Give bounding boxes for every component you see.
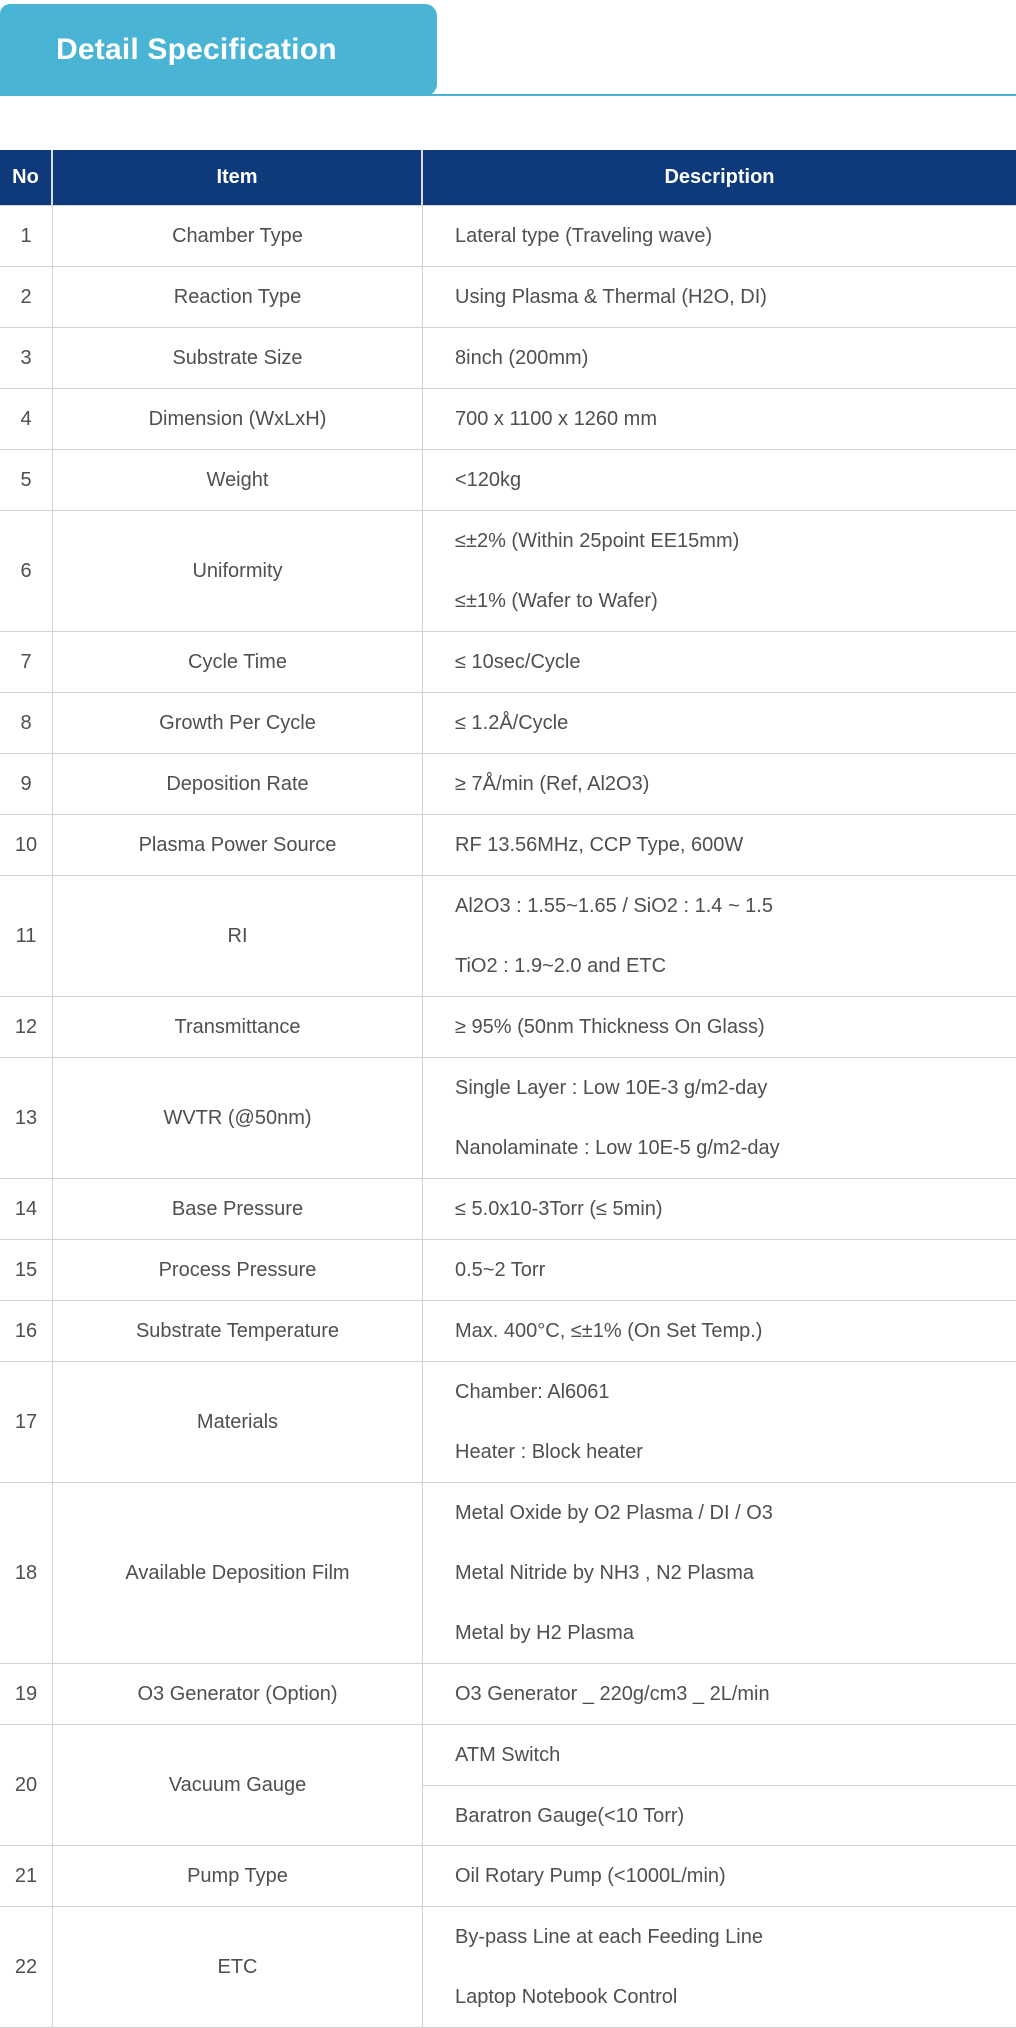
table-row [0,1058,1016,1179]
desc-cell [423,450,1016,510]
desc-line: ≤ 5.0x10-3Torr (≤ 5min) [455,1198,663,1220]
desc-line: Metal by H2 Plasma [455,1622,634,1644]
item-cell: Substrate Temperature [53,1301,423,1361]
spec-table [0,150,1016,2028]
desc-line: O3 Generator _ 220g/cm3 _ 2L/min [455,1683,770,1705]
no-cell: 19 [0,1664,53,1724]
desc-line: Baratron Gauge(<10 Torr) [423,1785,1016,1845]
item-cell: Vacuum Gauge [53,1725,423,1845]
desc-cell [423,876,1016,996]
desc-cell [423,1362,1016,1482]
desc-line: TiO2 : 1.9~2.0 and ETC [455,955,667,977]
item-cell: Substrate Size [53,328,423,388]
no-cell: 11 [0,876,53,996]
no-cell: 9 [0,754,53,814]
header-description: Description [664,166,775,188]
desc-line: 0.5~2 Torr [455,1259,546,1281]
table-header [0,150,1016,205]
desc-cell [423,1907,1016,2027]
desc-cell [423,754,1016,814]
desc-line: 8inch (200mm) [455,347,589,369]
no-cell: 17 [0,1362,53,1482]
desc-line: Metal Nitride by NH3 , N2 Plasma [455,1562,754,1584]
desc-line: Single Layer : Low 10E-3 g/m2-day [455,1077,768,1099]
desc-line: ≥ 7Å/min (Ref, Al2O3) [455,773,650,795]
desc-line: ≤ 10sec/Cycle [455,651,581,673]
item-cell: WVTR (@50nm) [53,1058,423,1178]
desc-cell [423,1725,1016,1845]
desc-line: 700 x 1100 x 1260 mm [455,408,657,430]
no-cell: 4 [0,389,53,449]
no-cell: 21 [0,1846,53,1906]
section-underline [0,94,1016,96]
header-no: No [0,150,53,205]
item-cell: Base Pressure [53,1179,423,1239]
desc-cell [423,693,1016,753]
desc-cell [423,1301,1016,1361]
item-cell: Transmittance [53,997,423,1057]
item-cell: Growth Per Cycle [53,693,423,753]
desc-line: Al2O3 : 1.55~1.65 / SiO2 : 1.4 ~ 1.5 [455,895,773,917]
table-row [0,1301,1016,1362]
table-row [0,997,1016,1058]
section-header [0,0,1016,97]
desc-line: Max. 400°C, ≤±1% (On Set Temp.) [455,1320,763,1342]
table-row [0,328,1016,389]
desc-cell [423,511,1016,631]
desc-cell [423,997,1016,1057]
item-cell: Pump Type [53,1846,423,1906]
desc-line: ATM Switch [455,1744,561,1766]
desc-cell [423,1846,1016,1906]
item-cell: Materials [53,1362,423,1482]
item-cell: Chamber Type [53,206,423,266]
desc-line: Metal Oxide by O2 Plasma / DI / O3 [455,1502,773,1524]
item-cell: RI [53,876,423,996]
no-cell: 16 [0,1301,53,1361]
desc-cell [423,206,1016,266]
no-cell: 15 [0,1240,53,1300]
no-cell: 1 [0,206,53,266]
table-row [0,1362,1016,1483]
desc-cell [423,1179,1016,1239]
table-row [0,1179,1016,1240]
no-cell: 8 [0,693,53,753]
desc-cell [423,389,1016,449]
no-cell: 14 [0,1179,53,1239]
desc-line: Lateral type (Traveling wave) [455,225,713,247]
no-cell: 22 [0,1907,53,2027]
desc-line: ≤±2% (Within 25point EE15mm) [455,530,740,552]
desc-cell [423,267,1016,327]
desc-cell [423,1483,1016,1663]
no-cell: 6 [0,511,53,631]
desc-line: By-pass Line at each Feeding Line [455,1926,763,1948]
desc-line: RF 13.56MHz, CCP Type, 600W [455,834,744,856]
desc-line: ≥ 95% (50nm Thickness On Glass) [455,1016,765,1038]
desc-cell [423,815,1016,875]
item-cell: Uniformity [53,511,423,631]
desc-line: ≤±1% (Wafer to Wafer) [455,590,658,612]
desc-cell [423,328,1016,388]
header-item: Item [53,150,423,205]
table-row [0,1240,1016,1301]
no-cell: 18 [0,1483,53,1663]
item-cell: Plasma Power Source [53,815,423,875]
table-row [0,1846,1016,1907]
desc-cell [423,1664,1016,1724]
no-cell: 3 [0,328,53,388]
desc-line: Using Plasma & Thermal (H2O, DI) [455,286,767,308]
item-cell: Cycle Time [53,632,423,692]
section-title: Detail Specification [56,33,337,66]
desc-line: Chamber: Al6061 [455,1381,610,1403]
item-cell: O3 Generator (Option) [53,1664,423,1724]
item-cell: Available Deposition Film [53,1483,423,1663]
table-row [0,876,1016,997]
table-row [0,754,1016,815]
table-row [0,267,1016,328]
item-cell: ETC [53,1907,423,2027]
no-cell: 7 [0,632,53,692]
table-row [0,206,1016,267]
table-row [0,815,1016,876]
table-body [0,205,1016,2028]
no-cell: 20 [0,1725,53,1845]
table-row [0,693,1016,754]
no-cell: 13 [0,1058,53,1178]
desc-cell [423,1240,1016,1300]
desc-cell [423,1058,1016,1178]
item-cell: Process Pressure [53,1240,423,1300]
table-row [0,1664,1016,1725]
desc-line: Laptop Notebook Control [455,1986,678,2008]
desc-line: Oil Rotary Pump (<1000L/min) [455,1865,726,1887]
item-cell: Weight [53,450,423,510]
section-tab [0,4,437,96]
no-cell: 12 [0,997,53,1057]
item-cell: Dimension (WxLxH) [53,389,423,449]
table-row [0,389,1016,450]
table-row [0,450,1016,511]
desc-cell [423,632,1016,692]
desc-line: <120kg [455,469,522,491]
table-row [0,1907,1016,2028]
table-row [0,511,1016,632]
table-row [0,632,1016,693]
item-cell: Reaction Type [53,267,423,327]
no-cell: 5 [0,450,53,510]
desc-line: Nanolaminate : Low 10E-5 g/m2-day [455,1137,780,1159]
table-row [0,1725,1016,1846]
no-cell: 10 [0,815,53,875]
desc-line: ≤ 1.2Å/Cycle [455,712,569,734]
table-row [0,1483,1016,1664]
no-cell: 2 [0,267,53,327]
desc-line: Heater : Block heater [455,1441,643,1463]
item-cell: Deposition Rate [53,754,423,814]
